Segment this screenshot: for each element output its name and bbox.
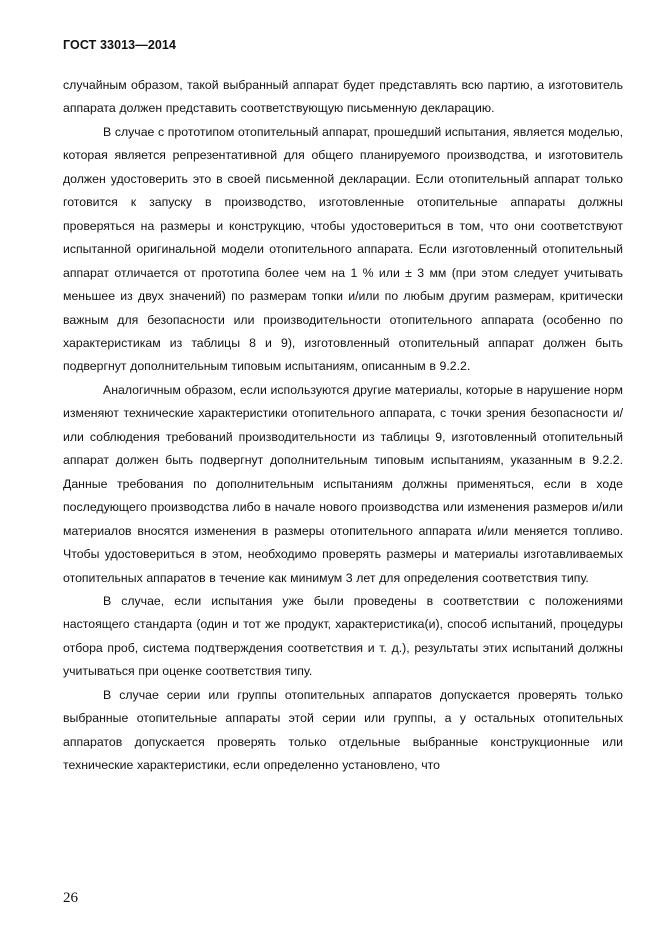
paragraph-series-group: В случае серии или группы отопительных аппаратов допускается проверять только выбранные отопительные аппараты этой серии или группы, а у остальных отопительных аппаратов допускается проверять только отдельные выбранные конструкционные или технические характеристики, если определенно установлено, что: [63, 687, 623, 773]
page-number: 26: [63, 890, 78, 906]
standard-code-header: ГОСТ 33013—2014: [63, 38, 177, 52]
paragraph-continuation: случайным образом, такой выбранный аппарат будет представлять всю партию, а изготовитель аппарата должен представить соответствующую письменную декларацию.: [63, 78, 623, 116]
paragraph-previous-tests: В случае, если испытания уже были проведены в соответствии с положениями настоящего стандарта (один и тот же продукт, характеристика(и), способ испытаний, процедуры отбора проб, система подтверждения соответствия и т. д.), результаты этих испытаний должны учитываться при оценке соответствия типу.: [63, 593, 623, 679]
document-body: [63, 74, 623, 778]
paragraph-prototype: В случае с прототипом отопительный аппарат, прошедший испытания, является моделью, которая является репрезентативной для общего планируемого производства, и изготовитель должен удостоверить это в своей письменной декларации. Если отопительный аппарат только готовится к запуску в производство, изготовленные отопительные аппараты должны проверяться на размеры и конструкцию, чтобы удостовериться в том, что они соответствуют испытанной оригинальной модели отопительного аппарата. Если изготовленный отопительный аппарат отличается от прототипа более чем на 1 % или ± 3 мм (при этом следует учитывать меньшее из двух значений) по размерам топки и/или по любым другим размерам, критически важным для безопасности или производительности отопительного аппарата (особенно по характеристикам из таблицы 8 и 9), изготовленный отопительный аппарат должен быть подвергнут дополнительным типовым испытаниям, описанным в 9.2.2.: [63, 124, 624, 374]
paragraph-materials: Аналогичным образом, если используются другие материалы, которые в нарушение норм изменяют технические характеристики отопительного аппарата, с точки зрения безопасности и/или соблюдения требований производительности из таблицы 9, изготовленный отопительный аппарат должен быть подвергнут дополнительным типовым испытаниям, указанным в 9.2.2. Данные требования по дополнительным испытаниям должны применяться, если в ходе последующего производства либо в начале нового производства или изменения размеров и/или материалов вносятся изменения в размеры отопительного аппарата и/или меняется топливо. Чтобы удостовериться в этом, необходимо проверять размеры и материалы изготавливаемых отопительных аппаратов в течение как минимум 3 лет для определения соответствия типу.: [63, 382, 623, 585]
